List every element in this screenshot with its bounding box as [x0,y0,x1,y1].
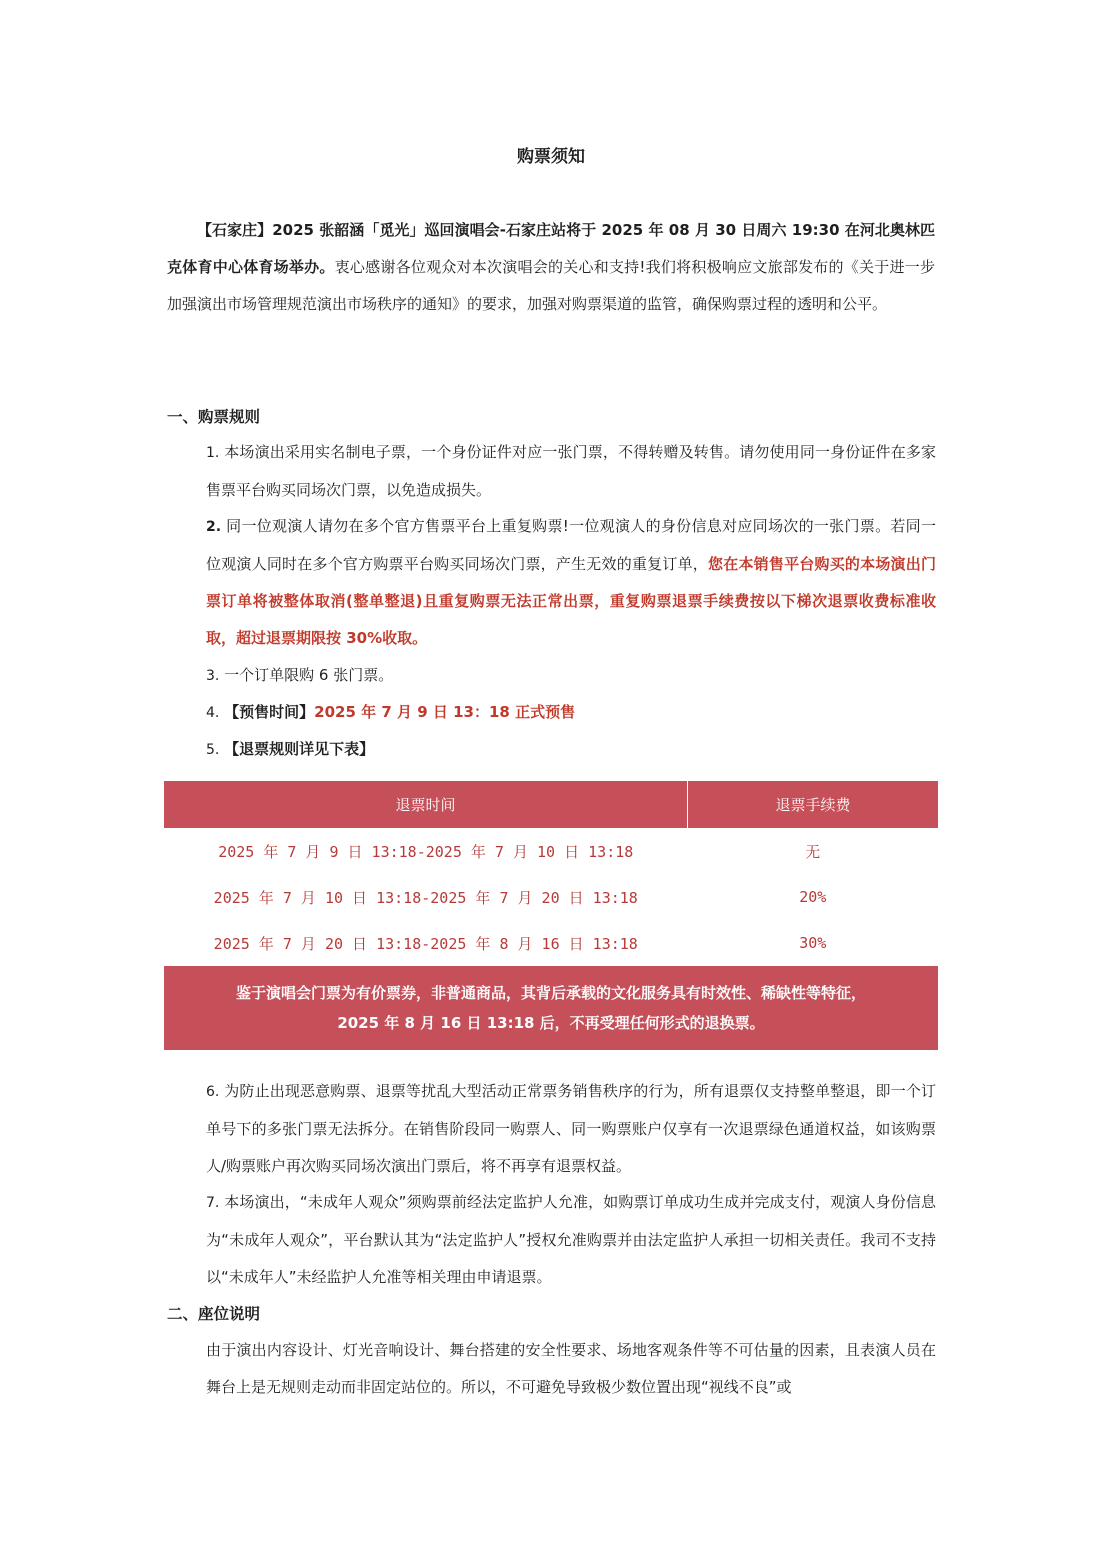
refund-notice [164,966,938,1050]
rule-number: 7. [206,1195,220,1211]
intro-paragraph [167,212,935,323]
refund-notice-line2: 2025 年 8 月 16 日 13:18 后，不再受理任何形式的退换票。 [337,1014,765,1032]
refund-period: 2025 年 7 月 9 日 13:18-2025 年 7 月 10 日 13:18 [218,842,634,861]
rule-text: 本场演出，“未成年人观众”须购票前经法定监护人允准，如购票订单成功生成并完成支付，观演人身份信息为“未成年人观众”，平台默认其为“法定监护人”授权允准购票并由法定监护人承担一切相关责任。我司不支持以“未成年人”未经监护人允准等相关理由申请退票。 [206,1193,936,1286]
header-refund-time: 退票时间 [164,781,688,828]
rule-warning-text: 您在本销售平台购买的本场演出门票订单将被整体取消(整单整退)且重复购票无法正常出票，重复购票退票手续费按以下梯次退票收费标准收取，超过退票期限按 30%收取。 [206,555,936,647]
presale-time: 2025 年 7 月 9 日 13：18 正式预售 [314,703,576,721]
table-row [164,874,938,920]
rule-number: 3. [206,668,220,684]
refund-fee: 无 [805,842,821,861]
intro-text: 衷心感谢各位观众对本次演唱会的关心和支持!我们将积极响应文旅部发布的《关于进一步加强演出市场管理规范演出市场秩序的通知》的要求，加强对购票渠道的监管，确保购票过程的透明和公平。 [167,258,935,313]
refund-fee: 20% [799,888,827,906]
rule-text: 本场演出采用实名制电子票，一个身份证件对应一张门票，不得转赠及转售。请勿使用同一身份证件在多家售票平台购买同场次门票，以免造成损失。 [206,443,936,499]
section-heading-rules: 一、购票规则 [167,408,261,426]
rule-item-2 [206,508,936,657]
rule-number: 1. [206,445,220,461]
header-refund-fee: 退票手续费 [688,781,939,828]
refund-notice-line1: 鉴于演唱会门票为有价票券，非普通商品，其背后承载的文化服务具有时效性、稀缺性等特征， [235,984,866,1002]
refund-period: 2025 年 7 月 20 日 13:18-2025 年 8 月 16 日 13:18 [213,934,638,953]
rule-text: 为防止出现恶意购票、退票等扰乱大型活动正常票务销售秩序的行为，所有退票仅支持整单整退，即一个订单号下的多张门票无法拆分。在销售阶段同一购票人、同一购票账户仅享有一次退票绿色通道权益，如该购票人/购票账户再次购买同场次演出门票后，将不再享有退票权益。 [206,1082,936,1175]
rule-item-5 [206,731,936,769]
rule-number: 5. [206,742,220,758]
rule-item-6 [206,1073,936,1185]
table-row [164,920,938,966]
refund-table-header [164,781,938,828]
refund-rule-label: 【退票规则详见下表】 [224,740,375,758]
rule-number: 2. [206,519,222,535]
rule-item-3 [206,657,936,695]
rule-item-1 [206,434,936,509]
section-heading-seating: 二、座位说明 [167,1305,261,1323]
page-title: 购票须知 [517,147,585,167]
table-row [164,828,938,874]
refund-notice-row [164,966,938,1050]
presale-label: 【预售时间】 [224,703,315,721]
seating-paragraph: 由于演出内容设计、灯光音响设计、舞台搭建的安全性要求、场地客观条件等不可估量的因素，且表演人员在舞台上是无规则走动而非固定站位的。所以，不可避免导致极少数位置出现“视线不良”或 [206,1341,936,1396]
refund-period: 2025 年 7 月 10 日 13:18-2025 年 7 月 20 日 13:18 [213,888,638,907]
rule-text: 同一位观演人请勿在多个官方售票平台上重复购票!一位观演人的身份信息对应同场次的一张门票。若同一位观演人同时在多个官方购票平台购买同场次门票，产生无效的重复订单， [206,517,936,573]
rule-number: 4. [206,705,220,721]
rule-item-4 [206,694,936,732]
rule-number: 6. [206,1084,220,1100]
rule-text: 一个订单限购 6 张门票。 [224,666,394,684]
intro-event-info: 【石家庄】2025 张韶涵「觅光」巡回演唱会-石家庄站将于 2025 年 08 月 30 日周六 19:30 在河北奥林匹克体育中心体育场举办。 [167,221,935,276]
refund-fee: 30% [799,934,827,952]
refund-table [164,781,938,1050]
rule-item-7 [206,1184,936,1296]
